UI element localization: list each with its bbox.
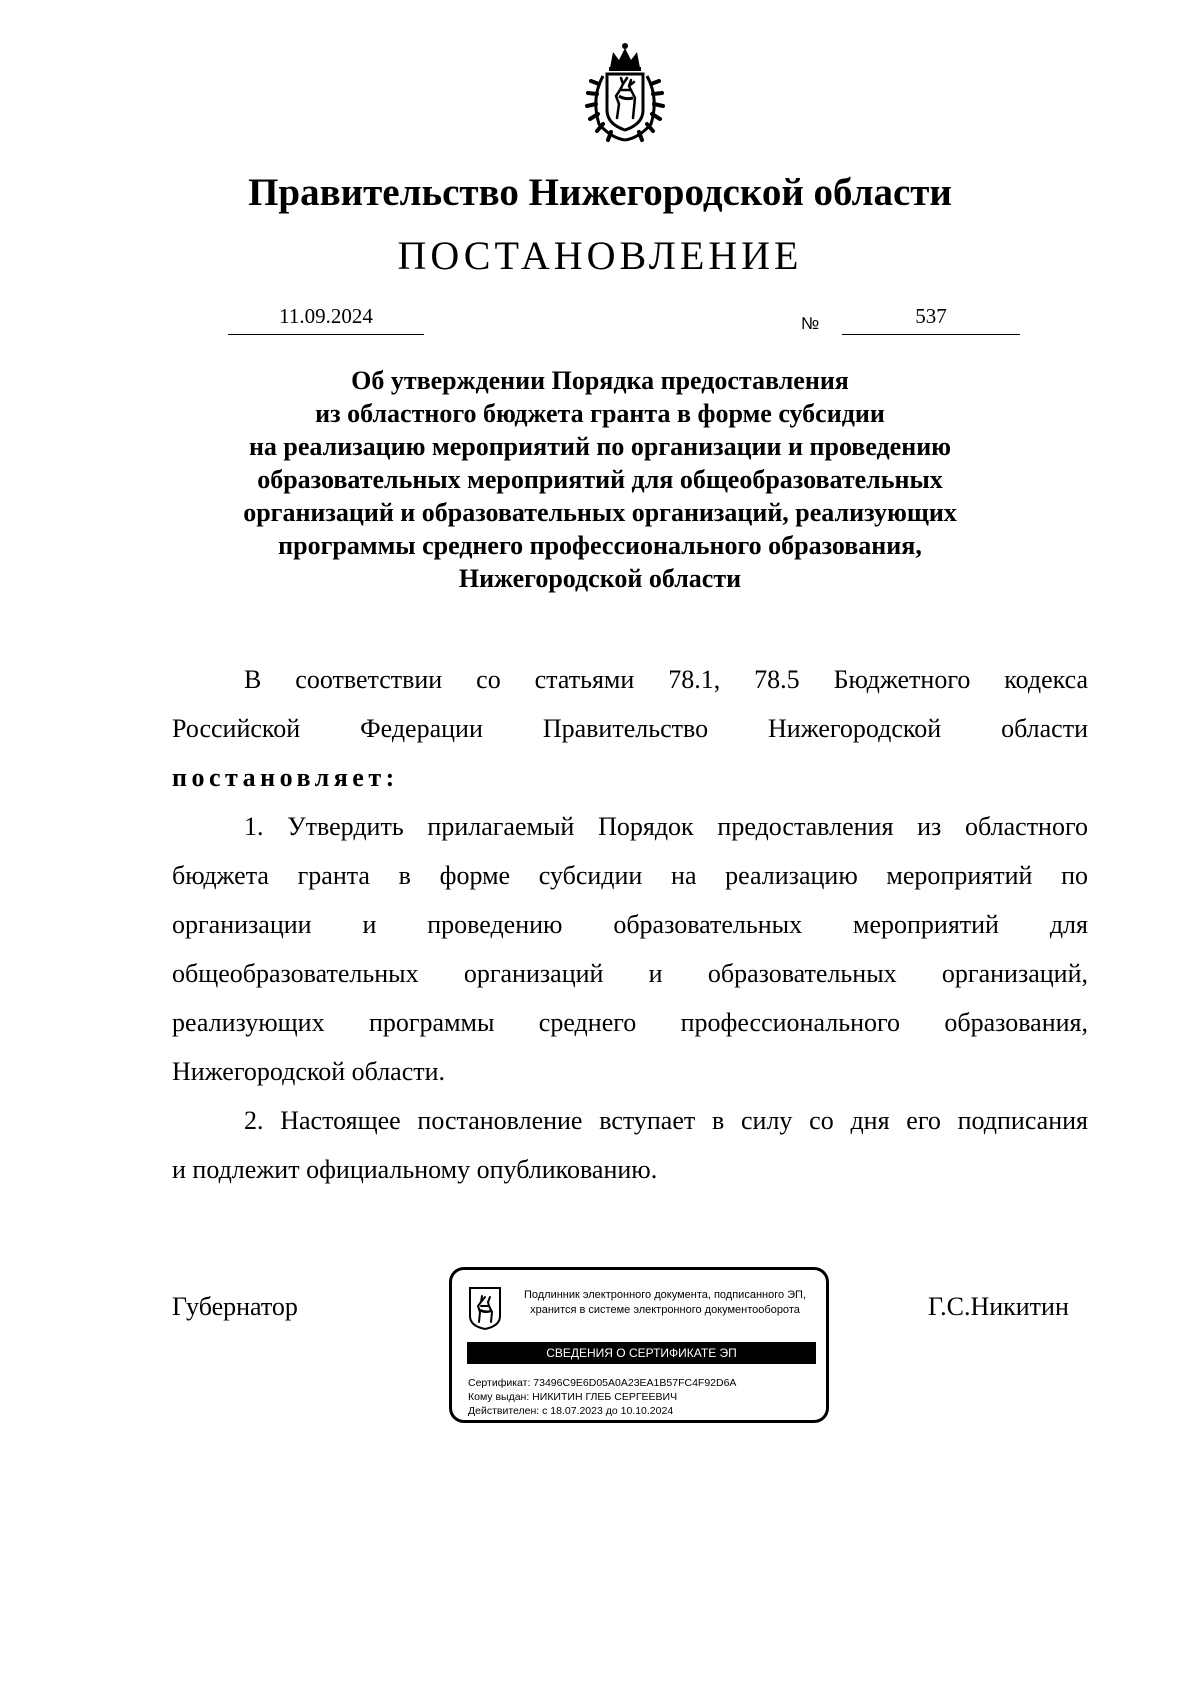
- document-date: 11.09.2024: [228, 302, 424, 335]
- preamble-line: В соответствии со статьями 78.1, 78.5 Бюджетного кодекса: [244, 665, 1088, 694]
- title-line: из областного бюджета гранта в форме субсидии: [315, 399, 885, 428]
- item-1-line: реализующих программы среднего профессионального образования,: [172, 1008, 1088, 1037]
- document-title: [200, 364, 1000, 595]
- stamp-notice: [510, 1288, 820, 1318]
- number-sign: №: [801, 314, 820, 333]
- title-line: образовательных мероприятий для общеобразовательных: [257, 465, 943, 494]
- stamp-certificate-info: [468, 1376, 736, 1418]
- item-2-line: 2. Настоящее постановление вступает в силу со дня его подписания: [244, 1106, 1088, 1135]
- stamp-certificate-header: СВЕДЕНИЯ О СЕРТИФИКАТЕ ЭП: [467, 1342, 816, 1364]
- document-number: 537: [842, 302, 1020, 335]
- title-line: организаций и образовательных организаций, реализующих: [243, 498, 957, 527]
- resolves-word: постановляет:: [172, 763, 399, 792]
- coat-of-arms-icon: [573, 40, 678, 145]
- item-1-line: Нижегородской области.: [172, 1057, 446, 1086]
- stamp-notice-line: Подлинник электронного документа, подписанного ЭП,: [523, 1289, 807, 1301]
- electronic-signature-stamp: [449, 1267, 829, 1423]
- deer-emblem-icon: [468, 1286, 502, 1330]
- title-line: Нижегородской области: [458, 564, 742, 593]
- certificate-validity: Действителен: с 18.07.2023 до 10.10.2024: [468, 1405, 674, 1417]
- certificate-owner: Кому выдан: НИКИТИН ГЛЕБ СЕРГЕЕВИЧ: [468, 1391, 678, 1403]
- title-line: на реализацию мероприятий по организации и проведению: [248, 432, 952, 461]
- document-type: ПОСТАНОВЛЕНИЕ: [397, 233, 803, 278]
- title-line: программы среднего профессионального образования,: [278, 531, 922, 560]
- item-1-line: 1. Утвердить прилагаемый Порядок предоставления из областного: [244, 812, 1088, 841]
- item-1-line: бюджета гранта в форме субсидии на реализацию мероприятий по: [172, 861, 1088, 890]
- title-line: Об утверждении Порядка предоставления: [351, 366, 849, 395]
- certificate-id: Сертификат: 73496C9E6D05A0A23EA1B57FC4F92D6A: [468, 1377, 737, 1389]
- preamble-line: Российской Федерации Правительство Нижегородской области: [172, 714, 1088, 743]
- stamp-notice-line: хранится в системе электронного документооборота: [530, 1304, 800, 1316]
- item-1-line: общеобразовательных организаций и образовательных организаций,: [172, 959, 1088, 988]
- signatory-name: Г.С.Никитин: [928, 1292, 1069, 1321]
- document-body: [172, 655, 1088, 1194]
- signatory-position: Губернатор: [172, 1292, 298, 1321]
- item-2-line: и подлежит официальному опубликованию.: [172, 1155, 658, 1184]
- item-1-line: организации и проведению образовательных мероприятий для: [172, 910, 1088, 939]
- organization-name: Правительство Нижегородской области: [248, 171, 952, 214]
